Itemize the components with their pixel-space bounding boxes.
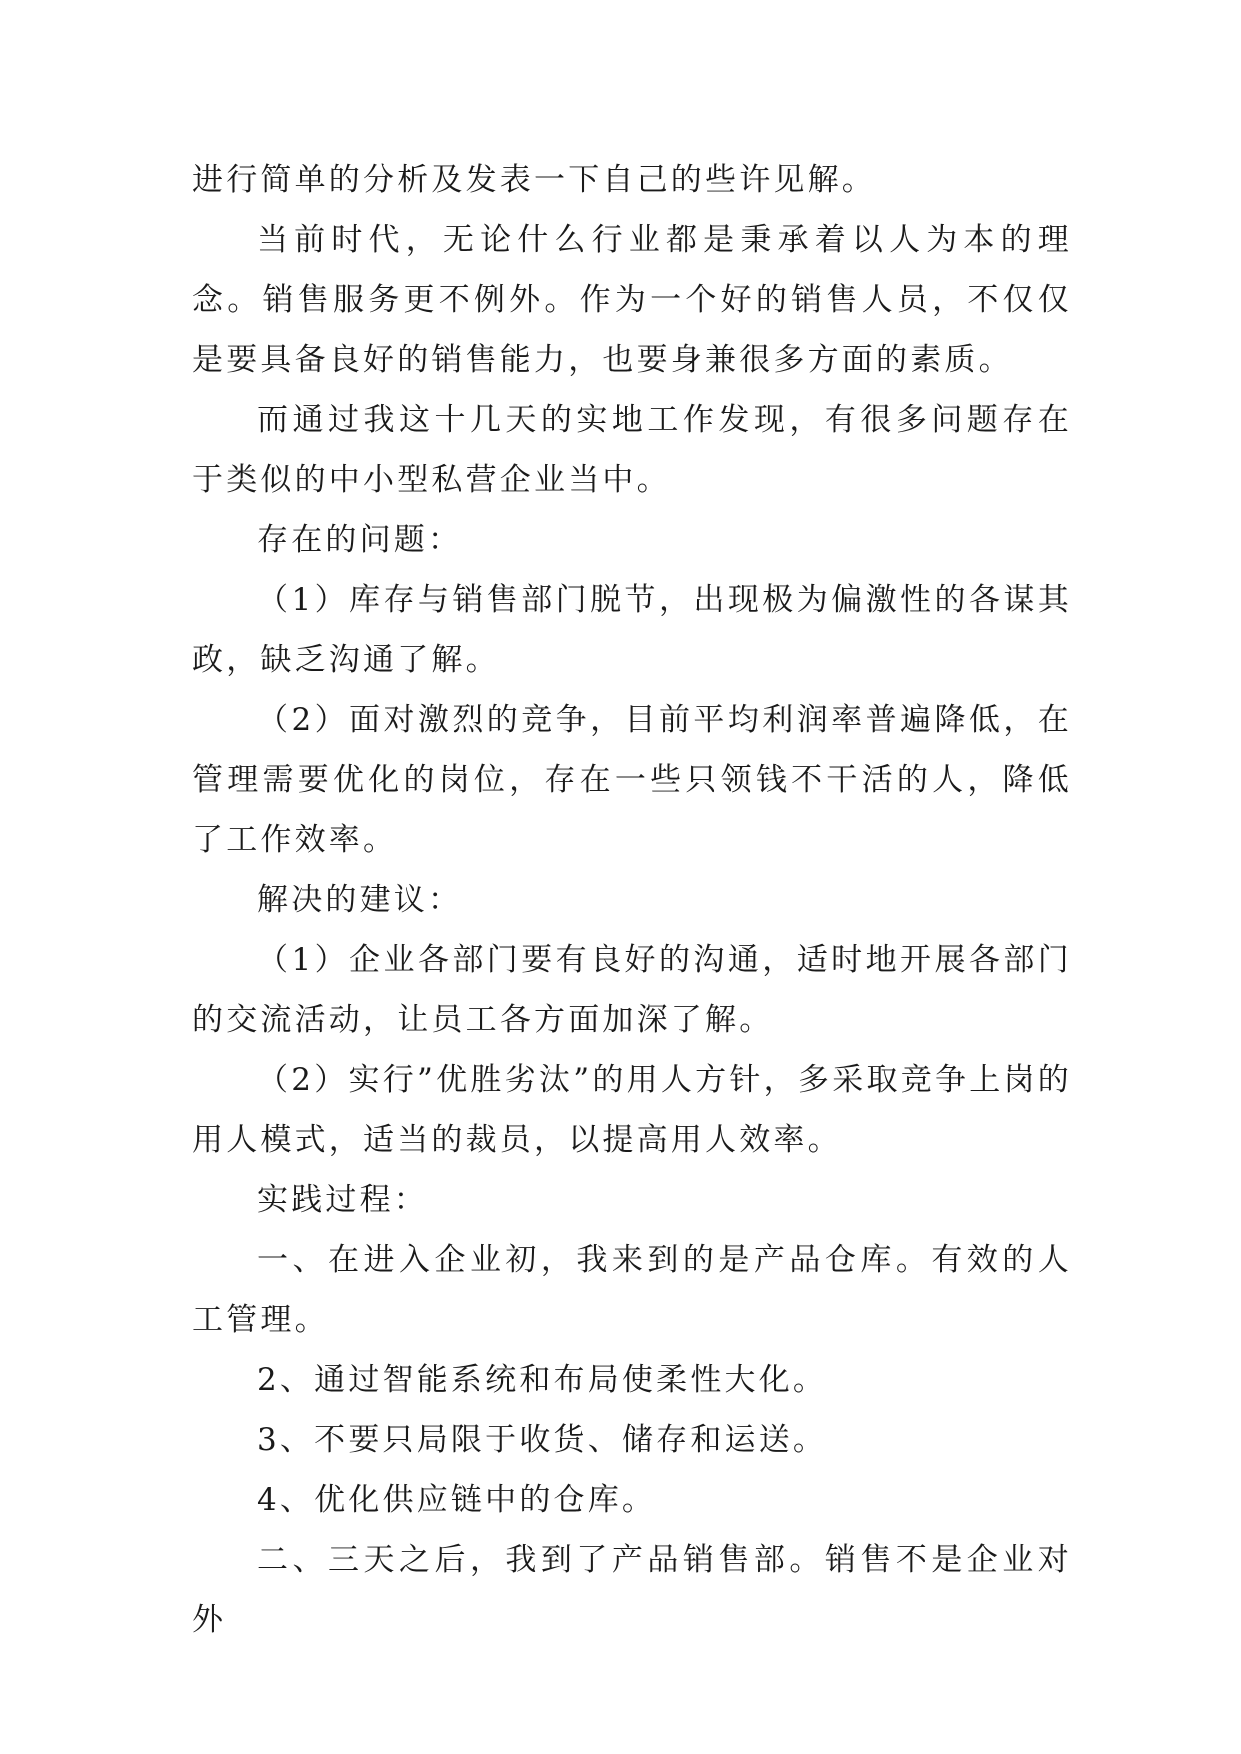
paragraph-field-findings: 而通过我这十几天的实地工作发现，有很多问题存在于类似的中小型私营企业当中。: [192, 402, 1072, 498]
problem-item-2: （2）面对激烈的竞争，目前平均利润率普遍降低，在管理需要优化的岗位，存在一些只领钱不干活的人，降低了工作效率。: [192, 702, 1072, 858]
practice-sales-department: 二、三天之后，我到了产品销售部。销售不是企业对外: [192, 1542, 1072, 1638]
paragraph-intro-continuation: 进行简单的分析及发表一下自己的些许见解。: [192, 162, 876, 198]
heading-practice-process: 实践过程：: [257, 1182, 428, 1218]
paragraph-people-oriented: 当前时代，无论什么行业都是秉承着以人为本的理念。销售服务更不例外。作为一个好的销售人员，不仅仅是要具备良好的销售能力，也要身兼很多方面的素质。: [192, 222, 1072, 378]
heading-existing-problems: 存在的问题：: [257, 522, 463, 558]
practice-step-4: 4、优化供应链中的仓库。: [257, 1482, 657, 1518]
practice-step-1: 一、在进入企业初，我来到的是产品仓库。有效的人工管理。: [192, 1242, 1072, 1338]
suggestion-item-2: （2）实行”优胜劣汰”的用人方针，多采取竞争上岗的用人模式，适当的裁员，以提高用人效率。: [192, 1062, 1072, 1158]
practice-step-2: 2、通过智能系统和布局使柔性大化。: [257, 1362, 828, 1398]
suggestion-item-1: （1）企业各部门要有良好的沟通，适时地开展各部门的交流活动，让员工各方面加深了解。: [192, 942, 1072, 1038]
practice-step-3: 3、不要只局限于收货、储存和运送。: [257, 1422, 828, 1458]
problem-item-1: （1）库存与销售部门脱节，出现极为偏激性的各谋其政，缺乏沟通了解。: [192, 582, 1072, 678]
document-body: [192, 150, 1072, 1650]
heading-suggestions: 解决的建议：: [257, 882, 463, 918]
